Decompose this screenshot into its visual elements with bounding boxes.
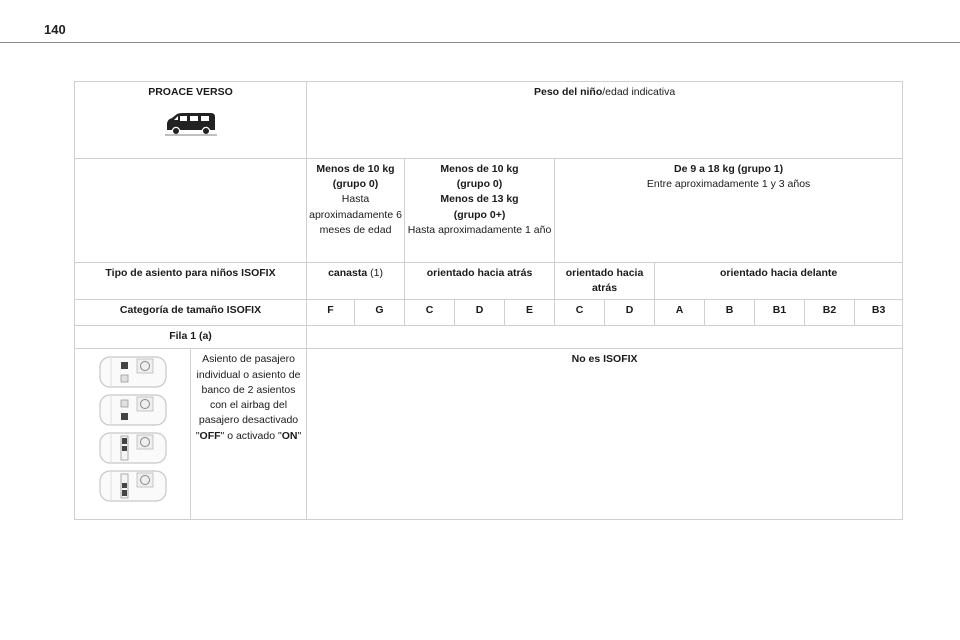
seat-description-text: Asiento de pasajero individual o asiento de banco de 2 asientos con el airbag del pasajero desactivado " xyxy=(195,353,301,442)
seat-description-cell xyxy=(191,349,307,520)
header-rule xyxy=(0,42,960,43)
seat-diagram-icon xyxy=(97,354,169,390)
seat-diagram-icon xyxy=(97,392,169,428)
size-category: C xyxy=(405,300,455,326)
group-0plus-cell xyxy=(405,159,555,263)
size-category: B1 xyxy=(755,300,805,326)
group-line: De 9 a 18 kg (grupo 1) xyxy=(674,163,784,175)
group-line: Menos de 13 kg xyxy=(440,193,519,206)
size-category: A xyxy=(655,300,705,326)
seat-description-text: " xyxy=(297,429,302,442)
airbag-off-label: OFF xyxy=(199,429,221,442)
group-line: Menos de 10 kg xyxy=(316,163,395,175)
row-label: Fila 1 (a) xyxy=(75,326,307,349)
airbag-on-label: ON xyxy=(281,429,298,442)
empty-cell xyxy=(75,159,307,263)
weight-header-cell xyxy=(307,82,903,159)
weight-header-bold: Peso del niño xyxy=(533,86,603,98)
group-line: Hasta aproximadamente 1 año xyxy=(407,223,552,236)
size-category: D xyxy=(605,300,655,326)
vehicle-label: PROACE VERSO xyxy=(148,86,233,98)
size-category: G xyxy=(355,300,405,326)
group-0-cell xyxy=(307,159,405,263)
size-category: F xyxy=(307,300,355,326)
seat-diagrams-cell xyxy=(75,349,191,520)
group-line: Hasta aproximadamente 6 meses de edad xyxy=(309,193,402,236)
group-1-cell xyxy=(555,159,903,263)
group-line: Entre aproximadamente 1 y 3 años xyxy=(646,178,811,191)
group-line: (grupo 0) xyxy=(456,178,503,191)
seat-diagram-icon xyxy=(97,468,169,504)
seat-type-label: Tipo de asiento para niños ISOFIX xyxy=(75,263,307,300)
size-category: B3 xyxy=(855,300,903,326)
group-line: (grupo 0+) xyxy=(453,208,506,221)
seat-description-text: " o activado " xyxy=(220,429,282,442)
seat-diagram-icon xyxy=(97,430,169,466)
page-number: 140 xyxy=(44,22,66,37)
group-line: Menos de 10 kg xyxy=(440,163,519,175)
weight-header-rest: /edad indicativa xyxy=(602,86,676,98)
group-line: (grupo 0) xyxy=(332,178,379,191)
canasta-label: canasta xyxy=(328,267,368,279)
empty-cell xyxy=(307,326,903,349)
size-category: B xyxy=(705,300,755,326)
seat-type-forward-facing: orientado hacia delante xyxy=(655,263,903,300)
size-category: B2 xyxy=(805,300,855,326)
vehicle-header-cell xyxy=(75,82,307,159)
size-category: C xyxy=(555,300,605,326)
isofix-table xyxy=(74,81,903,520)
size-category-label: Categoría de tamaño ISOFIX xyxy=(75,300,307,326)
seat-type-rear-facing: orientado hacia atrás xyxy=(405,263,555,300)
isofix-result: No es ISOFIX xyxy=(307,349,903,520)
seat-type-canasta xyxy=(307,263,405,300)
canasta-note: (1) xyxy=(367,267,383,279)
van-icon xyxy=(77,110,304,143)
size-category: D xyxy=(455,300,505,326)
seat-type-rear-facing: orientado hacia atrás xyxy=(555,263,655,300)
size-category: E xyxy=(505,300,555,326)
